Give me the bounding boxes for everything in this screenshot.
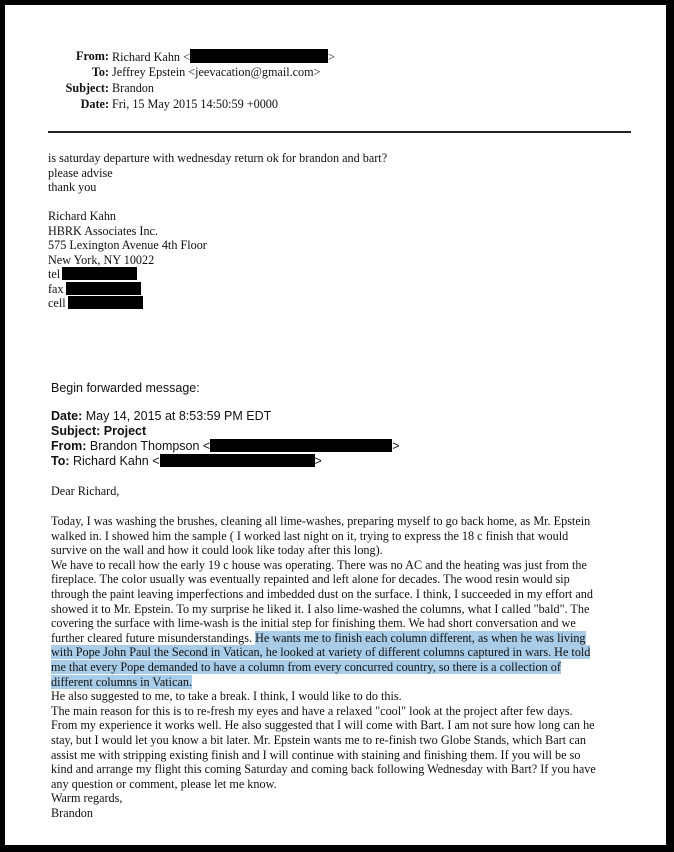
letter-line: kind and arrange my flight this coming Saturday and coming back following Wednesday with Bart? If you have	[51, 762, 596, 777]
letter-line: covering the surface with lime-wash is the initial step for finishing them. We had short conversation and we	[51, 616, 576, 631]
redaction-bar	[66, 282, 141, 295]
message-line: please advise	[48, 165, 113, 180]
letter-line: survive on the wall and how it could look like today after this long).	[51, 543, 383, 558]
signature-block	[48, 209, 207, 311]
header-divider	[48, 131, 631, 133]
highlighted-text: with Pope John Paul the Second in Vatican, he looked at variety of different columns captured in wars. He told	[51, 645, 591, 660]
letter-line: through the paint leaving imperfections and imbedded dust on the surface. I think, I succeeded in my effort and	[51, 586, 593, 601]
forward-header	[51, 409, 400, 469]
fwd-date-row: Date: May 14, 2015 at 8:53:59 PM EDT	[51, 409, 272, 423]
redaction-bar	[68, 296, 143, 309]
to-label: To:	[91, 65, 109, 79]
highlighted-text: different columns in Vatican.	[51, 674, 193, 689]
highlighted-text: me that every Pope demanded to have a column from every concurred country, so there is a collection of	[51, 659, 561, 674]
forward-intro: Begin forwarded message:	[51, 381, 200, 395]
signature-cell: cell	[48, 296, 207, 311]
signature-name: Richard Kahn	[48, 209, 117, 223]
fwd-from-row: From: Brandon Thompson < >	[51, 439, 400, 453]
redaction-bar	[190, 49, 328, 63]
letter-line: The main reason for this is to re-fresh my eyes and have a relaxed "cool" look at the project after few days.	[51, 703, 573, 718]
letter-line: assist me with stripping existing finish and I will continue with staining and finishing them. If you will be so	[51, 747, 581, 762]
message-line: is saturday departure with wednesday return ok for brandon and bart?	[48, 151, 388, 165]
letter-line: stay, but I would let you know a bit later. Mr. Epstein wants me to re-finish two Globe Stands, which Bart can	[51, 732, 587, 747]
fwd-subject-row: Subject: Project	[51, 424, 147, 438]
date-label: Date:	[80, 97, 109, 111]
page-shadow	[666, 5, 674, 852]
subject-value: Brandon	[112, 81, 154, 95]
letter-line: From my experience it works well. He also suggested that I will come with Bart. I am not sure how long can he	[51, 718, 595, 733]
to-value: Jeffrey Epstein <jeevacation@gmail.com>	[112, 65, 321, 79]
letter-line: further cleared future misunderstandings. He wants me to finish each column different, as when he was living	[51, 630, 586, 645]
document-page	[5, 5, 666, 845]
from-label: From:	[76, 49, 109, 63]
letter-closing: Warm regards,	[51, 791, 123, 806]
letter-signoff: Brandon	[51, 805, 93, 820]
letter-greeting: Dear Richard,	[51, 484, 120, 498]
signature-address1: 575 Lexington Avenue 4th Floor	[48, 238, 207, 252]
from-suffix: >	[327, 50, 335, 64]
letter-line: He also suggested to me, to take a break. I think, I would like to do this.	[51, 689, 402, 704]
letter-line: showed it to Mr. Epstein. To my surprise he liked it. I also lime-washed the columns, what I called "bald". The	[51, 601, 590, 616]
highlighted-text: He wants me to finish each column different, as when he was living	[255, 630, 586, 645]
letter-line: walked in. I showed him the sample ( I worked last night on it, trying to express the 18 c finish that would	[51, 528, 569, 543]
letter-line: We have to recall how the early 19 c house was operating. There was no AC and the heating was just from the	[51, 557, 587, 572]
redaction-bar	[160, 454, 315, 467]
redaction-bar	[210, 439, 392, 452]
message-body	[48, 151, 387, 195]
fwd-to-row: To: Richard Kahn < >	[51, 454, 322, 468]
letter-line: Today, I was washing the brushes, cleaning all lime-washes, preparing myself to go back home, as Mr. Epstein	[51, 514, 591, 528]
signature-tel: tel	[48, 267, 207, 282]
date-value: Fri, 15 May 2015 14:50:59 +0000	[112, 97, 278, 111]
redaction-bar	[62, 267, 137, 280]
message-line: thank you	[48, 180, 97, 194]
from-value: Richard Kahn <	[112, 50, 190, 64]
signature-address2: New York, NY 10022	[48, 252, 155, 267]
signature-company: HBRK Associates Inc.	[48, 223, 159, 238]
subject-label: Subject:	[65, 81, 109, 95]
letter-body	[51, 514, 635, 820]
letter-line: fireplace. The color usually was eventually repainted and left alone for decades. The wood resin would sip	[51, 572, 570, 587]
signature-fax: fax	[48, 282, 207, 297]
letter-line: any question or comment, please let me know.	[51, 776, 277, 791]
